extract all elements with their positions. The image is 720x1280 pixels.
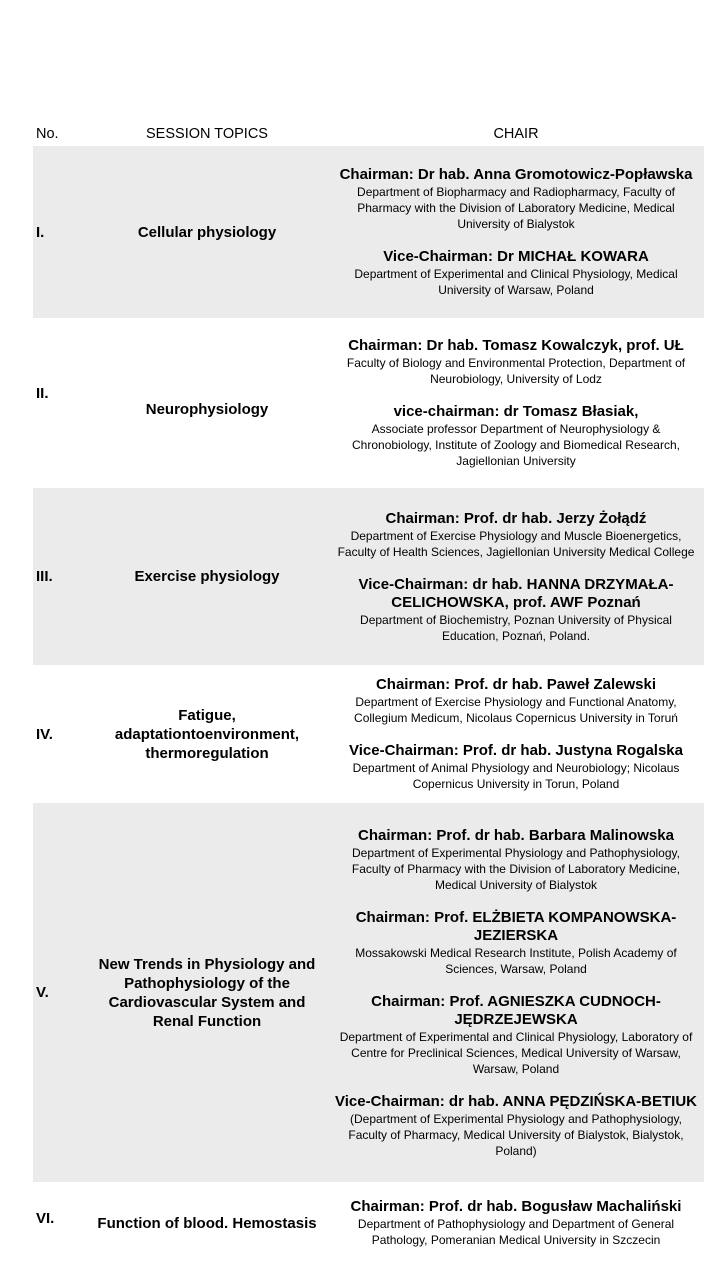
chair-name: Vice-Chairman: Dr MICHAŁ KOWARA xyxy=(383,248,649,265)
table-row xyxy=(33,488,704,665)
chair-affiliation: Department of Biochemistry, Poznan University of Physical Education, Poznań, Poland. xyxy=(360,612,672,643)
table-row xyxy=(33,318,704,488)
session-topic: New Trends in Physiology and Pathophysiology of the Cardiovascular System and Renal Function xyxy=(86,803,328,1182)
chair-entry xyxy=(332,909,700,977)
table-row xyxy=(33,803,704,1182)
chair-affiliation: (Department of Experimental Physiology and Pathophysiology, Faculty of Pharmacy, Medical University of Bialystok, Bialystok, Poland) xyxy=(348,1111,684,1158)
chair-name: Vice-Chairman: dr hab. HANNA DRZYMAŁA-CELICHOWSKA, prof. AWF Poznań xyxy=(358,575,674,611)
row-number: I. xyxy=(33,146,86,318)
row-number: V. xyxy=(33,803,86,1182)
chair-cell xyxy=(328,146,704,318)
chair-name: Chairman: Dr hab. Tomasz Kowalczyk, prof. UŁ xyxy=(348,337,684,354)
chair-affiliation: Department of Experimental and Clinical Physiology, Medical University of Warsaw, Poland xyxy=(354,267,678,297)
chair-name: Chairman: Prof. dr hab. Paweł Zalewski xyxy=(375,676,657,693)
chair-name: Chairman: Prof. dr hab. Jerzy Żołądź xyxy=(385,509,647,527)
row-number: III. xyxy=(33,488,86,665)
chair-affiliation: Faculty of Biology and Environmental Protection, Department of Neurobiology, University of Lodz xyxy=(346,356,686,386)
chair-affiliation: Mossakowski Medical Research Institute, Polish Academy of Sciences, Warsaw, Poland xyxy=(355,945,677,976)
session-topic: Function of blood. Hemostasis xyxy=(97,1214,317,1232)
header-topics: SESSION TOPICS xyxy=(146,125,268,142)
header-chair: CHAIR xyxy=(493,125,539,142)
row-number: II. xyxy=(36,385,49,402)
chair-entry xyxy=(332,1093,700,1159)
table-row xyxy=(33,1182,704,1252)
chair-entry xyxy=(332,510,700,560)
chair-entry xyxy=(332,248,700,298)
chair-affiliation: Department of Experimental and Clinical Physiology, Laboratory of Centre for Preclinical Sciences, Medical University of Warsaw, Warsaw, Poland xyxy=(339,1029,693,1076)
chair-cell xyxy=(328,665,704,803)
chair-entry xyxy=(332,676,700,726)
chair-name: Chairman: Prof. dr hab. Barbara Malinowska xyxy=(358,826,674,844)
chair-entry xyxy=(332,166,700,232)
chair-name: Chairman: Prof. AGNIESZKA CUDNOCH-JĘDRZEJEWSKA xyxy=(371,992,661,1028)
session-topic: Exercise physiology xyxy=(86,488,328,665)
chair-cell xyxy=(328,1182,704,1252)
chair-entry xyxy=(332,742,700,792)
chair-entry xyxy=(332,993,700,1077)
chair-entry xyxy=(332,1198,700,1248)
chair-name: Vice-Chairman: dr hab. ANNA PĘDZIŃSKA-BETIUK xyxy=(335,1092,697,1110)
header-no: No. xyxy=(36,125,59,142)
chair-cell xyxy=(328,318,704,488)
row-number: VI. xyxy=(36,1210,55,1227)
chair-affiliation: Department of Exercise Physiology and Muscle Bioenergetics, Faculty of Health Sciences, Jagiellonian University Medical College xyxy=(337,528,695,559)
table-row xyxy=(33,146,704,318)
chair-entry xyxy=(332,337,700,387)
chair-name: Vice-Chairman: Prof. dr hab. Justyna Rogalska xyxy=(349,742,683,759)
chair-name: Chairman: Dr hab. Anna Gromotowicz-Popławska xyxy=(339,166,693,183)
chair-entry xyxy=(332,403,700,469)
table-row xyxy=(33,665,704,803)
session-topic: Cellular physiology xyxy=(86,146,328,318)
chair-affiliation: Department of Pathophysiology and Department of General Pathology, Pomeranian Medical University in Szczecin xyxy=(357,1216,675,1247)
chair-name: Chairman: Prof. dr hab. Bogusław Machaliński xyxy=(350,1197,682,1215)
chair-name: Chairman: Prof. ELŻBIETA KOMPANOWSKA-JEZIERSKA xyxy=(355,908,677,944)
session-topic: Fatigue, adaptationtoenvironment, thermoregulation xyxy=(114,706,300,762)
session-table xyxy=(33,121,704,1252)
chair-entry xyxy=(332,827,700,893)
row-number: IV. xyxy=(36,725,53,743)
chair-affiliation: Department of Experimental Physiology and Pathophysiology, Faculty of Pharmacy with the Division of Laboratory Medicine, Medical University of Bialystok xyxy=(351,845,681,892)
chair-affiliation: Department of Biopharmacy and Radiopharmacy, Faculty of Pharmacy with the Division of Laboratory Medicine, Medical University of Bialystok xyxy=(357,185,675,231)
chair-cell xyxy=(328,488,704,665)
chair-affiliation: Associate professor Department of Neurophysiology & Chronobiology, Institute of Zoology and Biomedical Research, Jagiellonian University xyxy=(352,422,680,468)
chair-affiliation: Department of Exercise Physiology and Functional Anatomy, Collegium Medicum, Nicolaus Copernicus University in Toruń xyxy=(354,695,678,725)
chair-affiliation: Department of Animal Physiology and Neurobiology; Nicolaus Copernicus University in Torun, Poland xyxy=(352,761,680,791)
session-topic: Neurophysiology xyxy=(145,400,269,418)
chair-entry xyxy=(332,576,700,644)
chair-name: vice-chairman: dr Tomasz Błasiak, xyxy=(393,403,639,420)
header-row xyxy=(33,121,704,146)
chair-cell xyxy=(328,803,704,1182)
